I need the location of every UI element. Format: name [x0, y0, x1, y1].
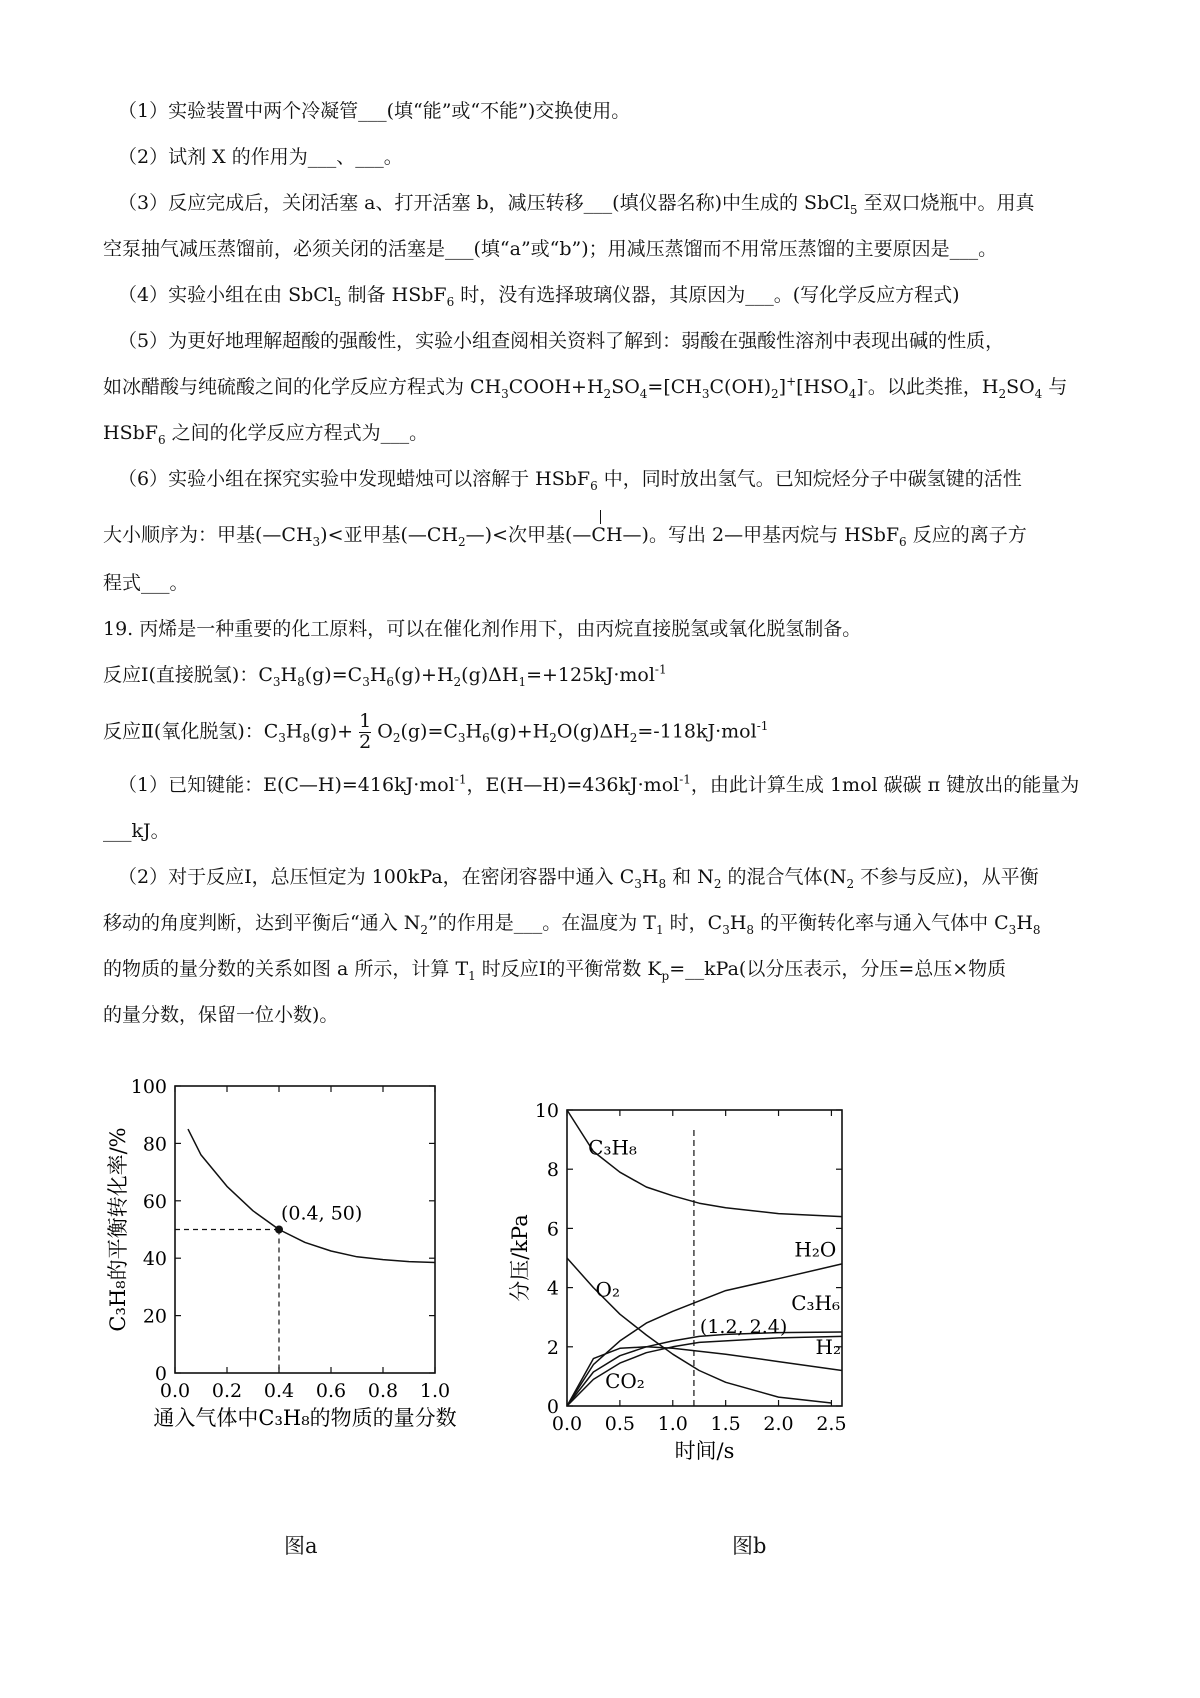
y-tick-label: 2 [546, 1336, 559, 1359]
x-axis-label: 时间/s [674, 1439, 735, 1463]
y-tick-label: 20 [142, 1305, 167, 1328]
x-tick-label: 0.0 [551, 1413, 583, 1435]
text-line: 大小顺序为：甲基$(—CH_3)<$亚甲基$(—CH_2—)<$次甲基( —CH—)。写出 2—甲基丙烷与 HSbF$_6$ 反应的离子方 [103, 520, 1083, 549]
annotation-label: (1.2, 2.4) [699, 1315, 788, 1338]
x-tick-label: 0.6 [315, 1380, 347, 1402]
y-axis-label: C₃H₈的平衡转化率/% [106, 1127, 130, 1332]
x-tick-label: 1.0 [419, 1380, 451, 1402]
text-line: 的量分数，保留一位小数)。 [103, 1004, 339, 1026]
series-line [188, 1129, 435, 1262]
text-line: ___kJ。 [103, 820, 170, 842]
text-line: （1）已知键能：E(C—H)=416kJ·mol$^{-1}$，E(H—H)=436kJ·mol$^{-1}$，由此计算生成 1mol 碳碳 π 键放出的能量为 [118, 772, 1080, 796]
series-label: C₃H₈ [588, 1135, 637, 1160]
figure-a-chart [100, 1076, 520, 1510]
text-line: （2）试剂 X 的作用为___、___。 [118, 146, 403, 168]
series-label: H₂ [815, 1335, 842, 1360]
text-line: HSbF$_6$ 之间的化学反应方程式为___。 [103, 422, 429, 447]
series-label: C₃H₆ [791, 1290, 841, 1315]
text-line: 反应Ⅰ(直接脱氢)：$C_3H_8(g)=C_3H_6(g)+H_2(g)\Delta H_1=+125kJ\cdot mol^{-1}$ [103, 662, 667, 689]
text-line: 如冰醋酸与纯硫酸之间的化学反应方程式为 $CH_3COOH+H_2SO_4=[CH_3C(OH)_2]^+[HSO_4]^-$。以此类推，$H_2SO_4$ 与 [103, 374, 1068, 401]
x-tick-label: 0.2 [211, 1380, 243, 1402]
y-tick-label: 80 [142, 1133, 167, 1156]
y-tick-label: 60 [142, 1190, 167, 1213]
figure-b-caption: 图b [732, 1534, 767, 1558]
y-tick-label: 40 [142, 1248, 167, 1271]
series-label: O₂ [595, 1277, 620, 1302]
y-axis-label: 分压/kPa [508, 1214, 532, 1302]
x-tick-label: 1.0 [657, 1413, 688, 1435]
x-tick-label: 2.0 [763, 1413, 794, 1435]
x-tick-label: 0.0 [159, 1380, 191, 1402]
y-tick-label: 4 [546, 1277, 559, 1300]
text-line: （6）实验小组在探究实验中发现蜡烛可以溶解于 HSbF$_6$ 中，同时放出氢气。已知烷烃分子中碳氢键的活性 [118, 468, 1022, 493]
series-line [567, 1110, 842, 1217]
figure-a-caption: 图a [284, 1534, 318, 1558]
text-line: （4）实验小组在由 SbCl$_5$ 制备 HSbF$_6$ 时，没有选择玻璃仪器，其原因为___。(写化学反应方程式) [118, 284, 960, 309]
x-tick-label: 2.5 [816, 1413, 847, 1435]
text-line: 反应Ⅱ(氧化脱氢)：$C_3H_8(g)+$ $\frac{1}{2}$ $O_2(g)=C_3H_6(g)+H_2O(g)\Delta H_2=-118kJ\cdot mol^{-1}$ [103, 710, 769, 753]
text-line: 空泵抽气减压蒸馏前，必须关闭的活塞是___(填“a”或“b”)；用减压蒸馏而不用常压蒸馏的主要原因是___。 [103, 238, 998, 260]
text-line: （5）为更好地理解超酸的强酸性，实验小组查阅相关资料了解到：弱酸在强酸性溶剂中表现出碱的性质， [118, 330, 1005, 352]
text-line: 移动的角度判断，达到平衡后“通入 $N_2$”的作用是___。在温度为 $T_1$ 时，$C_3H_8$ 的平衡转化率与通入气体中 $C_3H_8$ [103, 912, 1041, 937]
text-line: 19. 丙烯是一种重要的化工原料，可以在催化剂作用下，由丙烷直接脱氢或氧化脱氢制备。 [103, 618, 862, 640]
y-tick-label: 8 [546, 1159, 559, 1182]
y-tick-label: 6 [546, 1218, 559, 1241]
y-tick-label: 0 [546, 1396, 559, 1418]
text-line: （2）对于反应Ⅰ，总压恒定为 100kPa，在密闭容器中通入 $C_3H_8$ 和 $N_2$ 的混合气体($N_2$ 不参与反应)，从平衡 [118, 866, 1039, 891]
y-tick-label: 10 [534, 1100, 559, 1122]
x-tick-label: 0.8 [367, 1380, 399, 1402]
y-tick-label: 100 [130, 1076, 167, 1098]
text-line: （3）反应完成后，关闭活塞 a、打开活塞 b，减压转移___(填仪器名称)中生成的 SbCl$_5$ 至双口烧瓶中。用真 [118, 192, 1035, 217]
x-tick-label: 0.5 [604, 1413, 635, 1435]
series-label: H₂O [794, 1237, 837, 1262]
series-label: CO₂ [605, 1369, 645, 1394]
text-line: 的物质的量分数的关系如图 a 所示，计算 $T_1$ 时反应Ⅰ的平衡常数 $K_p=\_\_kPa$(以分压表示，分压=总压×物质 [103, 958, 1007, 983]
text-line: （1）实验装置中两个冷凝管___(填“能”或“不能”)交换使用。 [118, 100, 631, 122]
annotation-label: (0.4, 50) [281, 1202, 363, 1225]
text-line: 程式___。 [103, 572, 189, 594]
annotation-point [275, 1226, 283, 1234]
figure-b-chart [508, 1080, 945, 1510]
y-tick-label: 0 [154, 1363, 167, 1385]
x-axis-label: 通入气体中C₃H₈的物质的量分数 [153, 1406, 457, 1430]
x-tick-label: 0.4 [263, 1380, 295, 1402]
x-tick-label: 1.5 [710, 1413, 741, 1435]
